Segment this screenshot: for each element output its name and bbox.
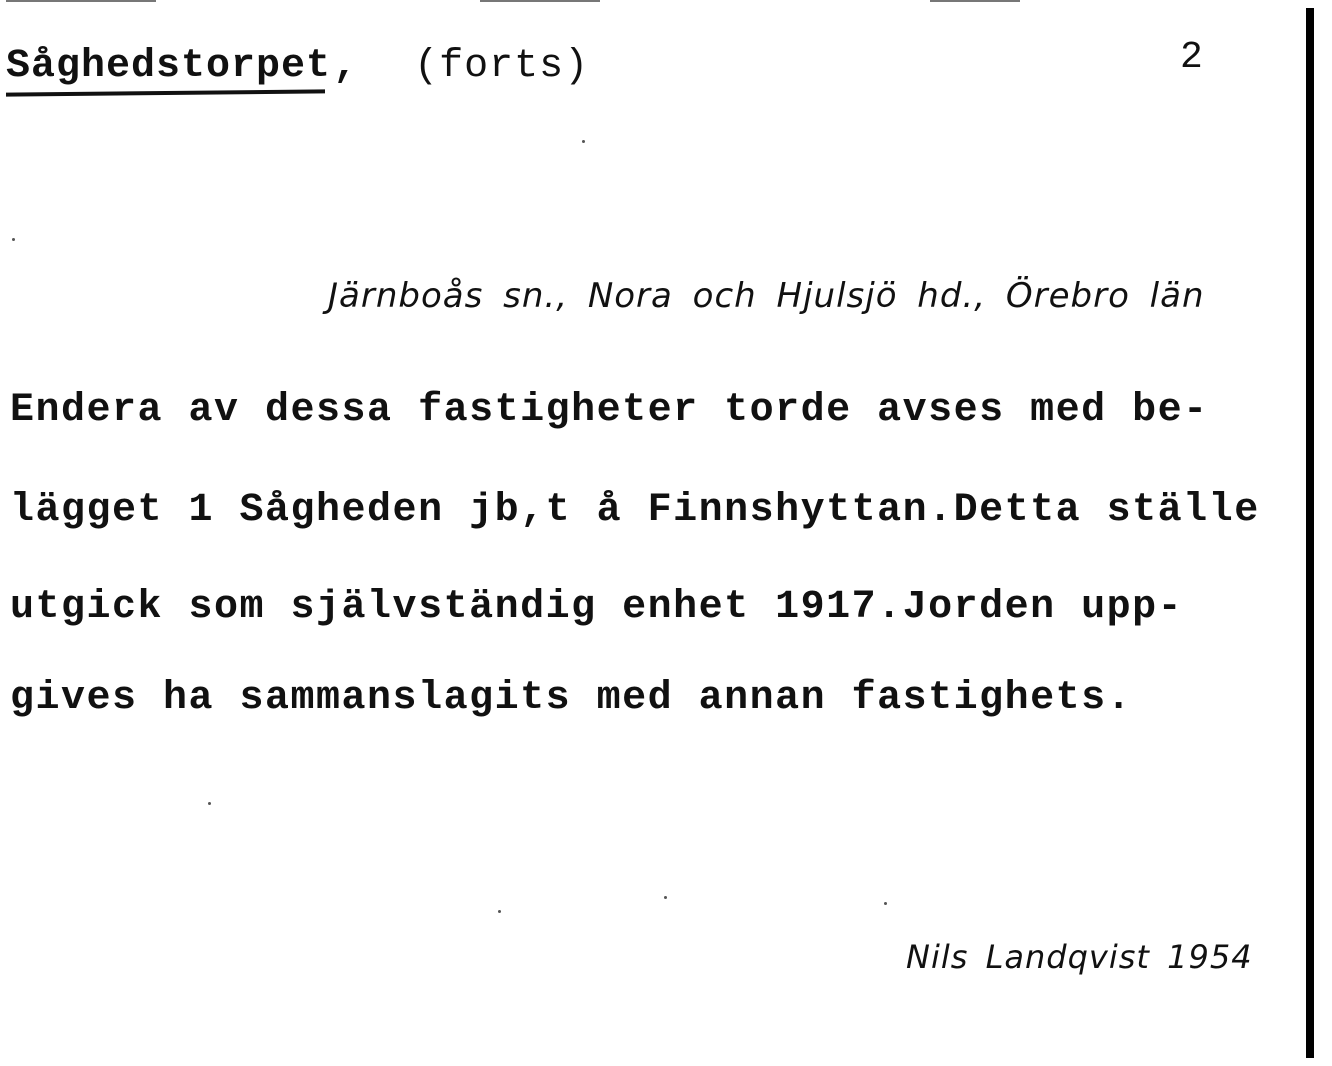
- location-line: Järnboås sn., Nora och Hjulsjö hd., Örebro län: [328, 276, 1205, 316]
- title-underline: [6, 89, 325, 96]
- card-edge-bar: [1306, 8, 1314, 1058]
- scan-speck: [498, 910, 501, 913]
- scan-speck: [664, 896, 667, 899]
- body-line-4: gives ha sammanslagits med annan fastighets.: [10, 676, 1133, 721]
- title-suffix: (forts): [414, 44, 590, 89]
- scan-speck: [582, 140, 585, 143]
- scan-speck: [884, 902, 887, 905]
- title-comma: ,: [333, 44, 359, 89]
- place-name: [6, 44, 331, 89]
- author-signature: Nils Landqvist 1954: [906, 938, 1253, 976]
- scan-speck: [12, 238, 15, 241]
- body-line-1: Endera av dessa fastigheter torde avses med be-: [10, 388, 1209, 433]
- body-line-3: utgick som självständig enhet 1917.Jorden upp-: [10, 585, 1184, 630]
- body-line-2: lägget 1 Sågheden jb,t å Finnshyttan.Detta ställe: [10, 488, 1260, 533]
- card-title: [6, 44, 589, 89]
- top-edge-marks: [0, 0, 1300, 6]
- page-number: 2: [1180, 36, 1203, 79]
- scan-speck: [208, 802, 211, 805]
- place-name-text: Såghedstorpet: [6, 44, 332, 89]
